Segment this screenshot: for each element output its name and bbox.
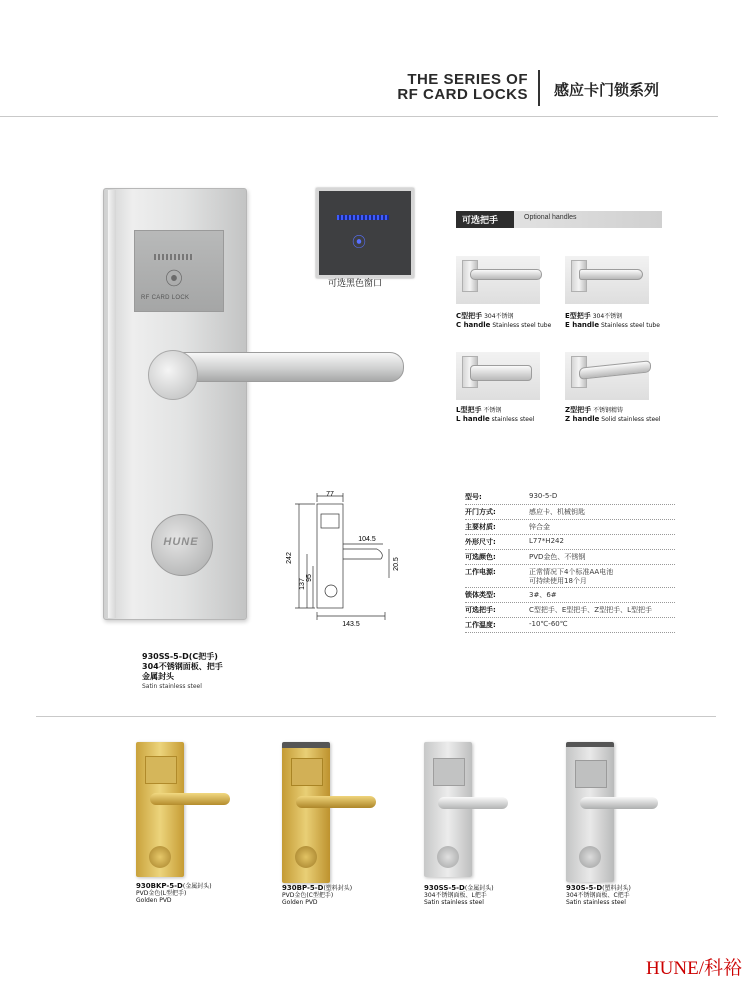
spec-row-open-method [465, 505, 675, 520]
handle-z-en: Z handle [565, 415, 600, 423]
spec-label: 主要材质: [465, 523, 496, 531]
lock-930bp-en: Golden PVD [282, 899, 318, 906]
main-lock-plate-edge [108, 190, 116, 618]
spec-row-power [465, 565, 675, 588]
spec-value: 感应卡、机械钥匙 [529, 508, 585, 516]
handle-l-caption [456, 406, 534, 424]
handle-e-lever [579, 269, 643, 280]
brand-watermark: HUNE/科裕 [645, 958, 742, 979]
dark-window-caption: 可选黑色窗口 [328, 279, 383, 289]
spec-value: -10℃-60℃ [529, 620, 568, 628]
main-caption-cn1: 304不锈钢面板、把手 [142, 662, 223, 671]
spec-label: 工作温度: [465, 621, 496, 629]
handle-z-caption [565, 406, 661, 424]
handle-l-cn: L型把手 [456, 406, 482, 414]
main-lever-handle [170, 352, 404, 382]
section-divider [36, 716, 716, 717]
main-caption-en: Satin stainless steel [142, 683, 202, 690]
lock-930bp-cn: PVD金色 [282, 892, 307, 899]
dark-window-rfid-icon: ⦿ [352, 234, 366, 250]
main-caption-model: 930SS-5-D(C把手) [142, 652, 218, 661]
lock-930ss-keyhole [437, 846, 459, 868]
lock-930bkp-cn: PVD金色 [136, 890, 161, 897]
handles-panel-title-en: Optional handles [524, 214, 577, 221]
handle-rose [148, 350, 198, 400]
lock-930s-keyhole [579, 846, 601, 868]
lock-930bkp-caption [136, 883, 212, 904]
dark-window-led-strip [337, 215, 389, 220]
spec-row-color [465, 550, 675, 565]
dim-reader-outline [321, 514, 339, 528]
lock-930ss-reader [433, 758, 465, 786]
dim-label-95: 95 [306, 574, 313, 582]
lock-930s-caption [566, 885, 631, 906]
reader-label: RF CARD LOCK [141, 295, 190, 301]
series-title-cn: 感应卡门锁系列 [554, 81, 660, 99]
main-lock-caption [142, 652, 223, 692]
dim-label-242: 242 [286, 552, 293, 564]
handles-panel-title-cn: 可选把手 [462, 216, 499, 226]
handle-l-cn-detail: 不锈钢 [483, 407, 502, 414]
lock-930s-reader [575, 760, 607, 788]
dim-label-137: 137 [299, 578, 306, 590]
lock-930bp-cn-note: (C型把手) [306, 892, 334, 899]
handle-c-en-detail: Stainless steel tube [492, 322, 552, 329]
handle-c-cn: C型把手 [456, 312, 483, 320]
lock-930bp-lever [296, 796, 376, 808]
handle-e-cn: E型把手 [565, 312, 591, 320]
spec-value: 正常情况下4个标准AA电池 [529, 568, 614, 576]
lock-930ss-caption [424, 885, 494, 906]
spec-label: 型号: [465, 493, 482, 501]
spec-row-size [465, 535, 675, 550]
handle-z-cn-detail: 不锈钢精铸 [593, 407, 624, 414]
lock-930bkp-en: Golden PVD [136, 897, 172, 904]
dimension-drawing [285, 488, 405, 630]
spec-label: 外形尺寸: [465, 538, 496, 546]
handle-c-caption [456, 312, 551, 330]
lock-930ss-lever [438, 797, 508, 809]
series-title-en-line2: RF CARD LOCKS [397, 86, 528, 103]
handle-l-en-detail: stainless steel [491, 416, 535, 423]
lock-930bp-keyhole [295, 846, 317, 868]
spec-label: 开门方式: [465, 508, 496, 516]
spec-row-model [465, 490, 675, 505]
dim-label-77: 77 [326, 491, 334, 498]
dim-handle-end [377, 549, 382, 559]
lock-930s-en: Satin stainless steel [566, 899, 626, 906]
handle-c-en: C handle [456, 321, 491, 329]
lock-930ss-cn: 304不锈钢面板、L把手 [424, 892, 487, 899]
handle-e-cn-detail: 304不锈钢 [592, 313, 623, 320]
lock-930bkp-model: 930BKP-5-D [136, 882, 183, 890]
lock-930ss-en: Satin stainless steel [424, 899, 484, 906]
keyhole-logo: HUNE [163, 536, 199, 548]
lock-930bkp-keyhole [149, 846, 171, 868]
handle-e-caption [565, 312, 660, 330]
spec-value: C型把手、E型把手、Z型把手、L型把手 [529, 606, 653, 614]
rfid-icon: ⦿ [165, 269, 183, 289]
lock-930bp-model-note: (塑料封头) [323, 885, 353, 892]
lock-930bkp-cn-note: (L型把手) [160, 890, 187, 897]
spec-row-temperature [465, 618, 675, 633]
lock-930bkp-model-note: (金属封头) [182, 883, 212, 890]
lock-930ss-model: 930SS-5-D [424, 884, 465, 892]
spec-value-2: 可持续使用18个月 [529, 577, 587, 585]
series-title-en-line1: THE SERIES OF [407, 71, 528, 88]
spec-label: 锁体类型: [465, 591, 496, 599]
spec-label: 工作电源: [465, 568, 496, 576]
series-title-en [397, 72, 528, 102]
handle-c-cn-detail: 304不锈钢 [484, 313, 514, 320]
spec-row-mortise [465, 588, 675, 603]
handle-e-en-detail: Stainless steel tube [601, 322, 660, 329]
spec-row-handles [465, 603, 675, 618]
handle-z-cn: Z型把手 [565, 406, 592, 414]
lock-930s-model: 930S-5-D [566, 884, 603, 892]
lock-930bp-reader [291, 758, 323, 786]
lock-930bkp-lever [150, 793, 230, 805]
lock-930s-model-note: (塑料封头) [602, 885, 631, 892]
spec-label: 可选颜色: [465, 553, 496, 561]
lock-930bp-model: 930BP-5-D [282, 884, 324, 892]
lock-930bkp-reader [145, 756, 177, 784]
dim-keyhole [325, 585, 337, 597]
reader-led-strip [154, 254, 194, 260]
lock-930s-lever [580, 797, 658, 809]
spec-value: 930-5-D [529, 492, 558, 500]
dim-label-104-5: 104.5 [358, 536, 376, 543]
spec-value: L77*H242 [529, 537, 564, 545]
handle-l-lever [470, 365, 532, 381]
handle-e-en: E handle [565, 321, 600, 329]
spec-value: 3#、6# [529, 591, 557, 599]
handle-z-en-detail: Solid stainless steel [601, 416, 661, 423]
spec-value: 锌合金 [529, 523, 550, 531]
handle-l-en: L handle [456, 415, 490, 423]
spec-label: 可选把手: [465, 606, 496, 614]
dim-label-20-5: 20.5 [393, 557, 400, 571]
lock-930ss-model-note: (金属封头) [464, 885, 494, 892]
handle-c-lever [470, 269, 542, 280]
spec-row-material [465, 520, 675, 535]
main-caption-cn2: 金属封头 [142, 672, 174, 681]
header-rule [0, 116, 718, 117]
dim-label-143-5: 143.5 [342, 621, 360, 628]
spec-value: PVD金色、不锈钢 [529, 553, 586, 561]
lock-930s-cn: 304不锈钢面板、C把手 [566, 892, 630, 899]
header-divider [538, 70, 540, 106]
lock-930bp-caption [282, 885, 352, 906]
